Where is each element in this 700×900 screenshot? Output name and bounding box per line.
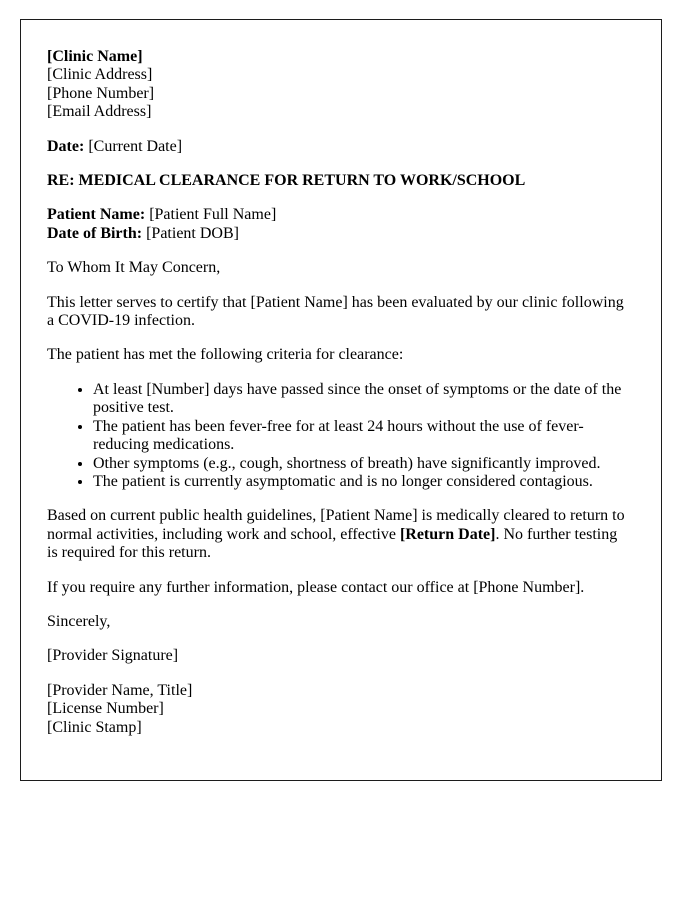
criteria-item-4: • The patient is currently asymptomatic and is no longer considered contagious. [93, 473, 629, 491]
provider-name-title: [Provider Name, Title] [47, 681, 193, 699]
clinic-stamp: [Clinic Stamp] [47, 718, 142, 736]
patient-name-label: Patient Name: [47, 206, 146, 224]
patient-info-block [47, 206, 629, 243]
return-date: [Return Date] [399, 525, 496, 543]
provider-signature: [Provider Signature] [47, 647, 179, 665]
patient-name-line [47, 206, 629, 224]
closing: Sincerely, [47, 612, 111, 630]
date-value: [Current Date] [84, 137, 183, 155]
patient-dob-label: Date of Birth: [47, 224, 143, 242]
clinic-email: [Email Address] [47, 103, 152, 121]
clearance-paragraph [47, 507, 629, 562]
salutation: To Whom It May Concern, [47, 259, 221, 277]
clinic-name: [Clinic Name] [47, 48, 143, 65]
criteria-item-2: • The patient has been fever-free for at least 24 hours without the use of fever-reducing medications. [93, 418, 629, 455]
contact-paragraph: If you require any further information, please contact our office at [Phone Number]. [47, 578, 585, 596]
clinic-header-block [47, 48, 629, 122]
clinic-phone: [Phone Number] [47, 84, 155, 102]
clearance-text-pre: Based on current public health guidelines, [Patient Name] is medically cleared to return to normal activities, including work and school, effective [47, 507, 625, 543]
criteria-intro: The patient has met the following criteria for clearance: [47, 346, 404, 364]
date-label: Date: [47, 137, 85, 155]
criteria-item-1: • At least [Number] days have passed since the onset of symptoms or the date of the positive test. [93, 381, 629, 418]
criteria-list [47, 381, 629, 491]
clinic-address: [Clinic Address] [47, 66, 153, 84]
date-line [47, 138, 629, 156]
clearance-text-post: . No further testing is required for this return. [47, 525, 618, 562]
provider-license: [License Number] [47, 700, 164, 718]
provider-info-block [47, 682, 629, 737]
criteria-item-3: • Other symptoms (e.g., cough, shortness of breath) have significantly improved. [93, 455, 629, 473]
subject-line: RE: MEDICAL CLEARANCE FOR RETURN TO WORK/SCHOOL [47, 172, 526, 190]
patient-dob-line [47, 225, 629, 243]
patient-dob-value: [Patient DOB] [142, 224, 239, 242]
patient-name-value: [Patient Full Name] [145, 206, 277, 224]
intro-paragraph: This letter serves to certify that [Patient Name] has been evaluated by our clinic following a COVID-19 infection. [47, 293, 624, 330]
letter-frame [20, 19, 662, 781]
